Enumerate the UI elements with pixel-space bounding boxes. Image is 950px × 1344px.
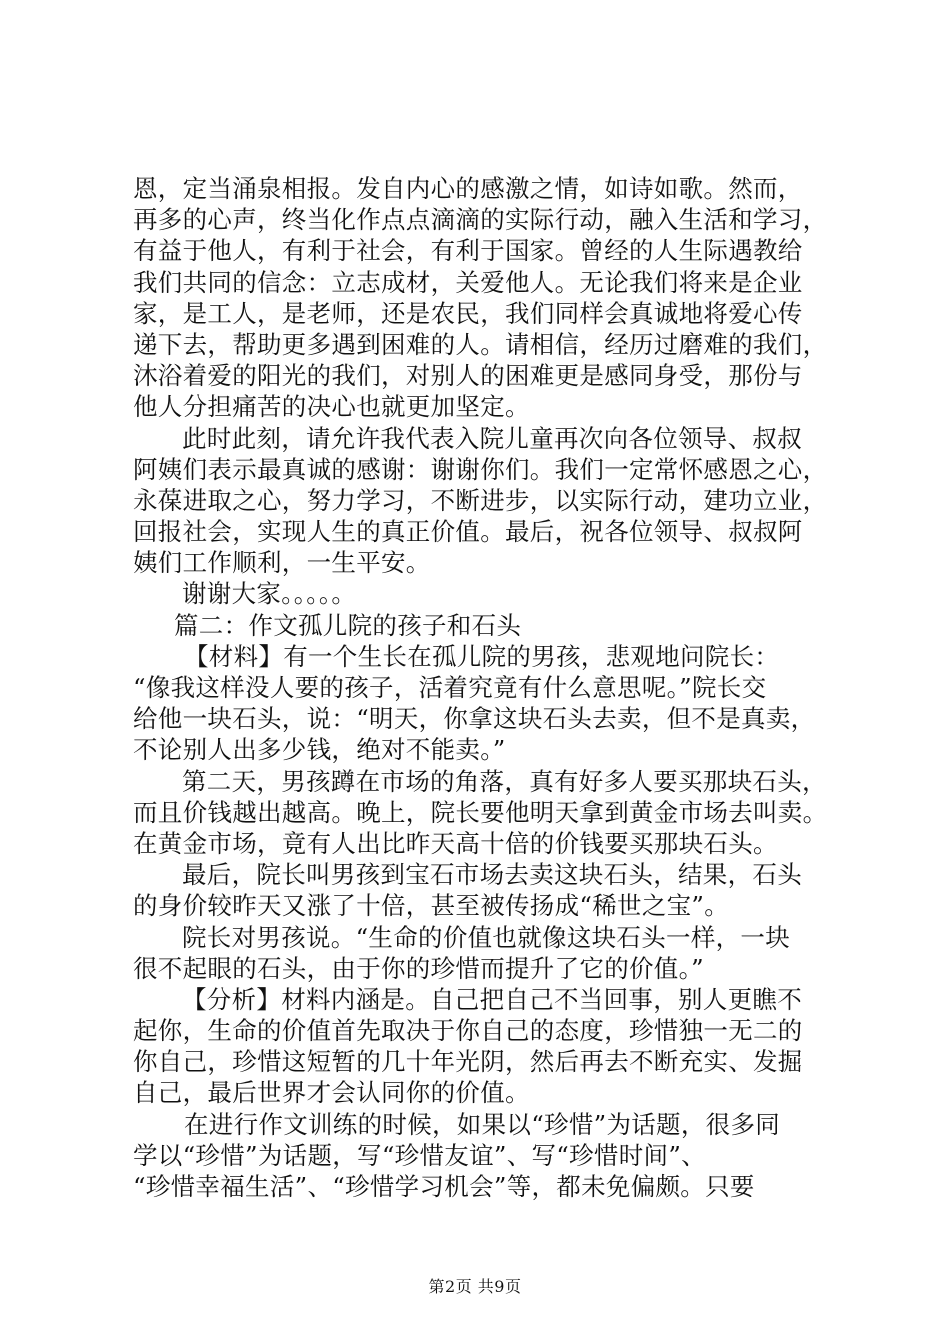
paragraph-start-line: 在进行作文训练的时候，如果以“珍惜”为话题，很多同 <box>184 1109 781 1139</box>
text-line: 而且价钱越出越高。晚上，院长要他明天拿到黄金市场去叫卖。 <box>133 797 828 827</box>
text-line: 他人分担痛苦的决心也就更加坚定。 <box>133 392 530 422</box>
closing-line: 谢谢大家。。。。。 <box>182 579 357 609</box>
text-line: 恩，定当涌泉相报。发自内心的感激之情，如诗如歌。然而， <box>133 174 803 203</box>
text-line: 给他一块石头，说：“明天，你拿这块石头去卖，但不是真卖， <box>133 704 816 734</box>
page-number-footer: 第2页 共9页 <box>428 1277 522 1296</box>
text-line: 家，是工人，是老师，还是农民，我们同样会真诚地将爱心传 <box>133 298 803 328</box>
paragraph-start-line: 第二天，男孩蹲在市场的角落，真有好多人要买那块石头， <box>182 766 827 796</box>
text-line: 你自己，珍惜这短暂的几十年光阴，然后再去不断充实、发掘 <box>133 1047 803 1077</box>
document-body <box>133 173 833 1202</box>
text-line: 自己，最后世界才会认同你的价值。 <box>133 1078 530 1108</box>
text-line: 递下去，帮助更多遇到困难的人。请相信，经历过磨难的我们， <box>133 329 828 359</box>
section-heading: 篇二：作文孤儿院的孩子和石头 <box>174 610 522 640</box>
text-line: 沐浴着爱的阳光的我们，对别人的困难更是感同身受，那份与 <box>133 361 803 391</box>
text-line: 学以“珍惜”为话题，写“珍惜友谊”、写“珍惜时间”、 <box>133 1140 706 1170</box>
paragraph-start-line: 院长对男孩说。“生命的价值也就像这块石头一样，一块 <box>182 922 791 952</box>
text-line: 的身价较昨天又涨了十倍，甚至被传扬成“稀世之宝”。 <box>133 891 730 921</box>
text-line: 在黄金市场，竟有人出比昨天高十倍的价钱要买那块石头。 <box>133 828 778 858</box>
text-line: 不论别人出多少钱，绝对不能卖。” <box>133 735 506 765</box>
text-line: 起你，生命的价值首先取决于你自己的态度，珍惜独一无二的 <box>133 1016 803 1046</box>
paragraph-start-line: 最后，院长叫男孩到宝石市场去卖这块石头，结果，石头 <box>182 860 802 890</box>
paragraph-start-line: 【分析】材料内涵是。自己把自己不当回事，别人更瞧不 <box>182 984 802 1014</box>
text-line: 很不起眼的石头，由于你的珍惜而提升了它的价值。” <box>133 953 704 983</box>
paragraph-start-line: 此时此刻，请允许我代表入院儿童再次向各位领导、叔叔 <box>182 423 802 453</box>
text-line: “珍惜幸福生活”、“珍惜学习机会”等，都未免偏颇。只要 <box>133 1172 755 1201</box>
text-line: “像我这样没人要的孩子，活着究竟有什么意思呢。”院长交 <box>133 673 767 702</box>
text-line: 永葆进取之心，努力学习，不断进步，以实际行动，建功立业， <box>133 485 828 515</box>
text-line: 再多的心声，终当化作点点滴滴的实际行动，融入生活和学习， <box>133 205 828 235</box>
text-line: 有益于他人，有利于社会，有利于国家。曾经的人生际遇教给 <box>133 236 803 266</box>
text-line: 我们共同的信念：立志成材，关爱他人。无论我们将来是企业 <box>133 267 803 297</box>
text-line: 姨们工作顺利，一生平安。 <box>133 548 431 578</box>
text-line: 阿姨们表示最真诚的感谢：谢谢你们。我们一定常怀感恩之心， <box>133 454 828 484</box>
text-line: 回报社会，实现人生的真正价值。最后，祝各位领导、叔叔阿 <box>133 517 803 547</box>
paragraph-start-line: 【材料】有一个生长在孤儿院的男孩，悲观地问院长： <box>184 641 780 671</box>
